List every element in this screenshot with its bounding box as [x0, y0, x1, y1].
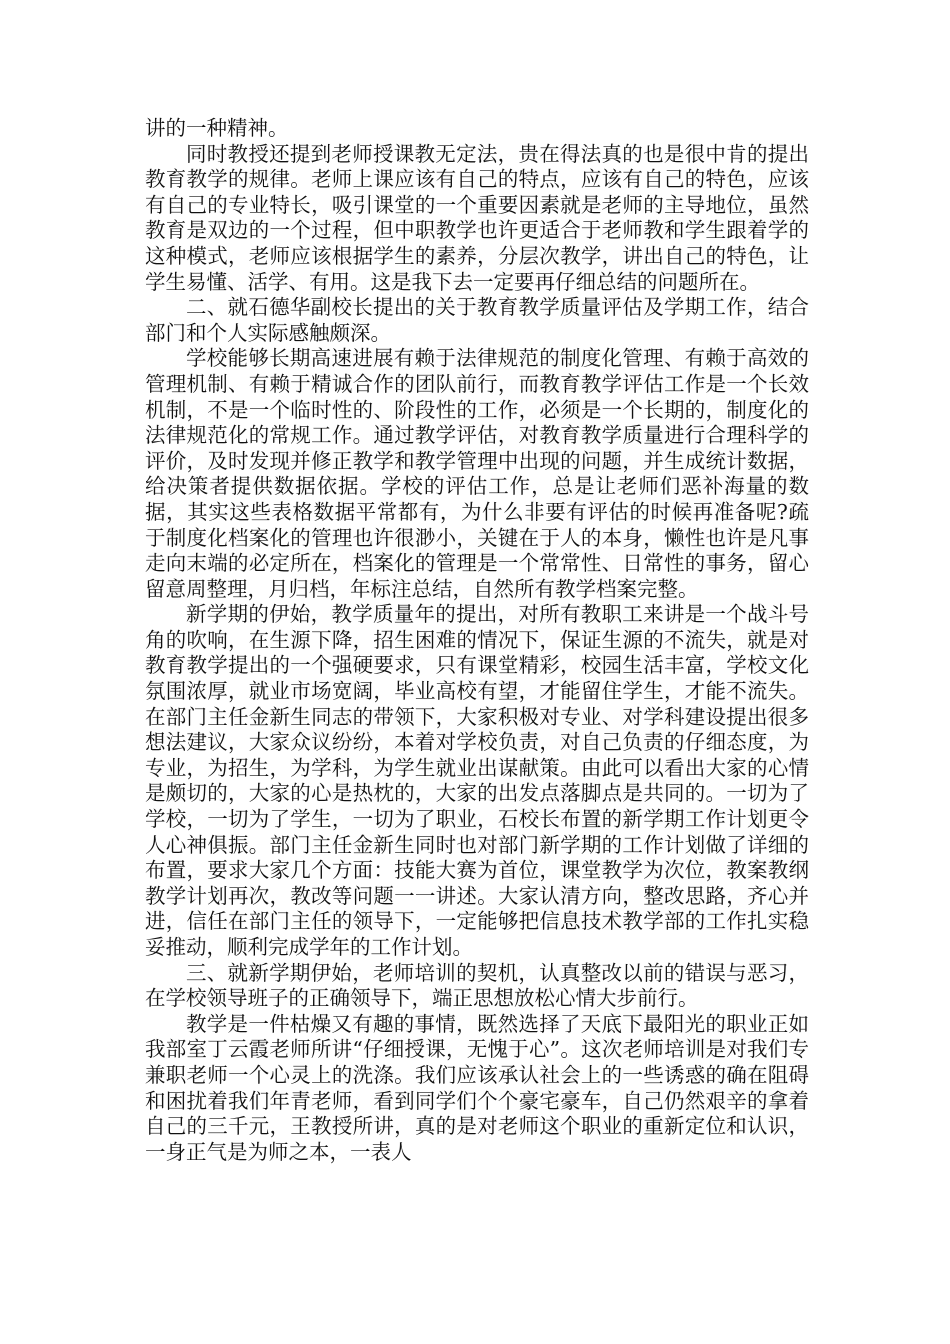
paragraph-5: 教学是一件枯燥又有趣的事情，既然选择了天底下最阳光的职业正如我部室丁云霞老师所讲“仔细授课，无愧于心”。这次老师培训是对我们专兼职老师一个心灵上的洗涤。我们应该承认社会上的一些诱惑的确在阻碍和困扰着我们年青老师，看到同学们个个豪宅豪车，自己仍然艰辛的拿着自己的三千元，王教授所讲，真的是对老师这个职业的重新定位和认识，一身正气是为师之本，一表人: [145, 1011, 809, 1164]
paragraph-2: 同时教授还提到老师授课教无定法，贵在得法真的也是很中肯的提出教育教学的规律。老师上课应该有自己的特点，应该有自己的特色，应该有自己的专业特长，吸引课堂的一个重要因素就是老师的主导地位，虽然教育是双边的一个过程，但中职教学也许更适合于老师教和学生跟着学的这种模式，老师应该根据学生的素养，分层次教学，讲出自己的特色，让学生易懂、活学、有用。这是我下去一定要再仔细总结的问题所在。: [145, 141, 809, 294]
paragraph-4: 新学期的伊始，教学质量年的提出，对所有教职工来讲是一个战斗号角的吹响，在生源下降，招生困难的情况下，保证生源的不流失，就是对教育教学提出的一个强硬要求，只有课堂精彩，校园生活丰富，学校文化氛围浓厚，就业市场宽阔，毕业高校有望，才能留住学生，才能不流失。在部门主任金新生同志的带领下，大家积极对专业、对学科建设提出很多想法建议，大家众议纷纷，本着对学校负责，对自己负责的仔细态度，为专业，为招生，为学科，为学生就业出谋献策。由此可以看出大家的心情是颇切的，大家的心是热枕的，大家的出发点落脚点是共同的。一切为了学校，一切为了学生，一切为了职业，石校长布置的新学期工作计划更令人心神俱振。部门主任金新生同时也对部门新学期的工作计划做了详细的布置，要求大家几个方面：技能大赛为首位，课堂教学为次位，教案教纲教学计划再次，教改等问题一一讲述。大家认清方向，整改思路，齐心并进，信任在部门主任的领导下，一定能够把信息技术教学部的工作扎实稳妥推动，顺利完成学年的工作计划。: [145, 602, 809, 959]
paragraph-1: 讲的一种精神。: [145, 116, 289, 140]
paragraph-3: 学校能够长期高速进展有赖于法律规范的制度化管理、有赖于高效的管理机制、有赖于精诚合作的团队前行，而教育教学评估工作是一个长效机制，不是一个临时性的、阶段性的工作，必须是一个长期的，制度化的法律规范化的常规工作。通过教学评估，对教育教学质量进行合理科学的评价，及时发现并修正教学和教学管理中出现的问题，并生成统计数据，给决策者提供数据依据。学校的评估工作，总是让老师们恶补海量的数据，其实这些表格数据平常都有，为什么非要有评估的时候再准备呢?疏于制度化档案化的管理也许很渺小，关键在于人的本身，懒性也许是凡事走向末端的必定所在，档案化的管理是一个常常性、日常性的事务，留心留意周整理，月归档，年标注总结，自然所有教学档案完整。: [145, 346, 809, 601]
section-heading-3: 三、就新学期伊始，老师培训的契机，认真整改以前的错误与恶习，在学校领导班子的正确领导下，端正思想放松心情大步前行。: [145, 960, 809, 1011]
section-heading-2: 二、就石德华副校长提出的关于教育教学质量评估及学期工作，结合部门和个人实际感触颇深。: [145, 295, 809, 345]
document-body: [145, 116, 809, 1165]
